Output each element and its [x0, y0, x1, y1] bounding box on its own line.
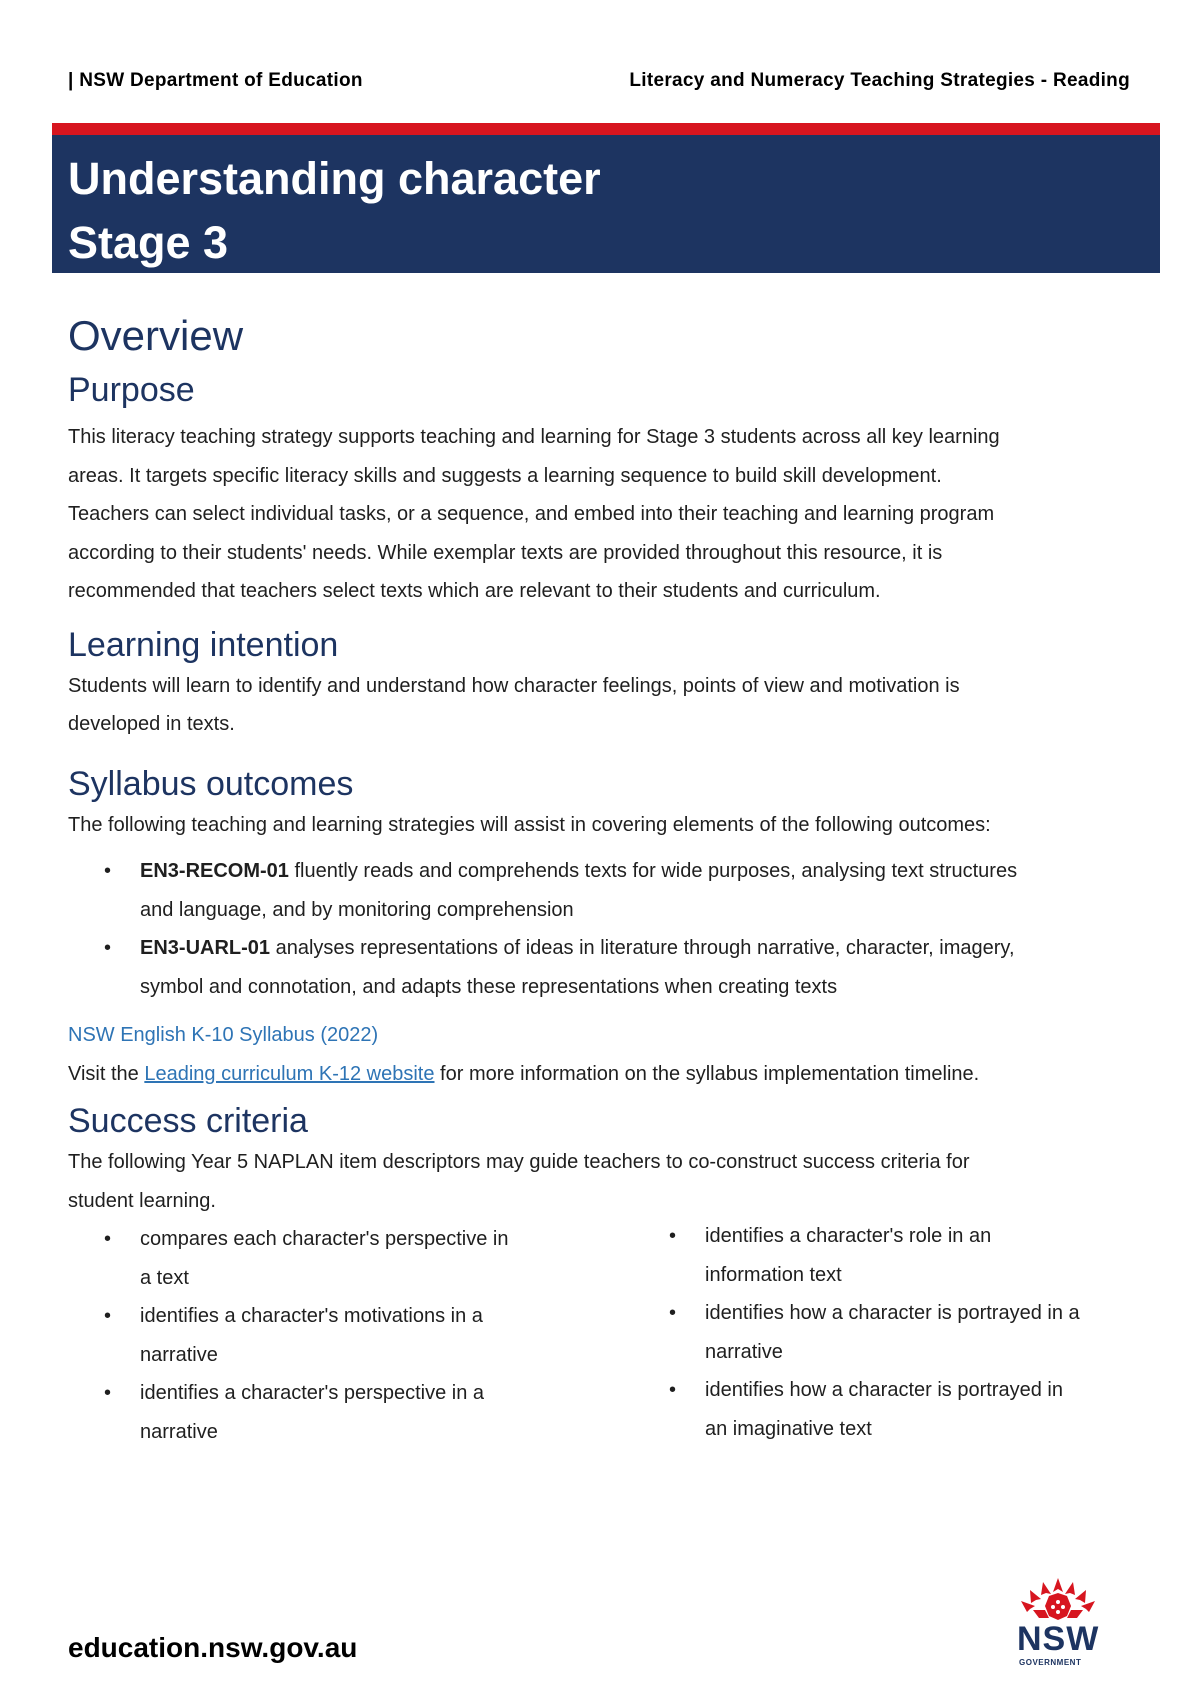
list-item [140, 1374, 620, 1451]
syllabus-outcomes-list [68, 852, 1133, 1006]
criterion-text: information text [705, 1263, 842, 1286]
purpose-heading: Purpose [68, 371, 195, 409]
nsw-logo-text: NSW [1017, 1620, 1100, 1658]
purpose-line: Teachers can select individual tasks, or a sequence, and embed into their teaching and learning program [68, 503, 995, 525]
criterion-text: a text [140, 1266, 189, 1289]
visit-prefix: Visit the [68, 1062, 145, 1085]
page-header [68, 70, 1130, 96]
learning-intention-line: Students will learn to identify and understand how character feelings, points of view and motivation is [68, 674, 960, 697]
criterion-text: identifies a character's motivations in a [140, 1305, 483, 1327]
purpose-line: This literacy teaching strategy supports teaching and learning for Stage 3 students across all key learning [68, 426, 1000, 448]
title-banner [52, 123, 1160, 273]
purpose-line: according to their students' needs. While exemplar texts are provided throughout this resource, it is [68, 541, 943, 564]
purpose-paragraph [68, 418, 1133, 611]
outcome-text: fluently reads and comprehends texts for wide purposes, analysing text structures [288, 860, 1018, 882]
page-title-line-1: Understanding character [68, 153, 601, 204]
criterion-text: compares each character's perspective in [140, 1228, 509, 1250]
outcome-code: EN3-RECOM-01 [140, 860, 289, 882]
list-item [705, 1294, 1200, 1371]
visit-suffix: for more information on the syllabus implementation timeline. [434, 1062, 980, 1085]
main-content [68, 300, 1133, 1460]
success-criteria-intro-line: The following Year 5 NAPLAN item descriptors may guide teachers to co-construct success criteria for [68, 1151, 970, 1173]
learning-intention-line: developed in texts. [68, 713, 235, 735]
criterion-text: narrative [705, 1340, 783, 1363]
learning-intention-heading: Learning intention [68, 625, 339, 664]
success-criteria-list-right [633, 1217, 1200, 1448]
outcome-text: analyses representations of ideas in literature through narrative, character, imagery, [270, 937, 1015, 959]
learning-intention-paragraph [68, 667, 1133, 744]
page-title-line-2: Stage 3 [68, 217, 229, 268]
nsw-government-logo [1013, 1574, 1103, 1679]
outcome-code: EN3-UARL-01 [140, 937, 271, 959]
header-document-series: Literacy and Numeracy Teaching Strategies - Reading [629, 70, 1130, 91]
list-item [140, 852, 1133, 929]
criterion-text: identifies a character's perspective in a [140, 1382, 484, 1404]
success-criteria-list-left [68, 1220, 620, 1451]
success-criteria-columns [68, 1220, 1133, 1460]
purpose-line: areas. It targets specific literacy skills and suggests a learning sequence to build skill development. [68, 464, 942, 487]
visit-sentence [68, 1055, 1133, 1094]
list-item [140, 1220, 620, 1297]
header-department: | NSW Department of Education [68, 70, 363, 91]
list-item [705, 1217, 1200, 1294]
success-criteria-heading: Success criteria [68, 1102, 308, 1140]
banner-red-bar [52, 123, 1160, 135]
leading-curriculum-link[interactable]: Leading curriculum K-12 website [144, 1062, 435, 1085]
criterion-text: narrative [140, 1343, 218, 1366]
success-criteria-intro [68, 1143, 1133, 1220]
syllabus-outcomes-heading: Syllabus outcomes [68, 764, 354, 803]
criterion-text: identifies a character's role in an [705, 1225, 992, 1247]
footer-url[interactable]: education.nsw.gov.au [68, 1632, 358, 1663]
page-title [68, 147, 601, 275]
outcome-text: and language, and by monitoring comprehension [140, 898, 574, 921]
outcome-text: symbol and connotation, and adapts these representations when creating texts [140, 975, 838, 998]
waratah-icon [1013, 1574, 1103, 1624]
overview-heading: Overview [68, 312, 244, 359]
list-item [705, 1371, 1200, 1448]
criterion-text: an imaginative text [705, 1417, 872, 1440]
criterion-text: identifies how a character is portrayed in a [705, 1302, 1080, 1324]
success-criteria-intro-line: student learning. [68, 1189, 216, 1212]
syllabus-link[interactable]: NSW English K-10 Syllabus (2022) [68, 1024, 379, 1046]
syllabus-outcomes-intro: The following teaching and learning strategies will assist in covering elements of the following outcomes: [68, 813, 991, 836]
government-logo-text: GOVERNMENT [1019, 1658, 1082, 1667]
list-item [140, 1297, 620, 1374]
criterion-text: identifies how a character is portrayed in [705, 1379, 1063, 1401]
purpose-line: recommended that teachers select texts which are relevant to their students and curriculum. [68, 580, 881, 602]
list-item [140, 929, 1133, 1006]
criterion-text: narrative [140, 1420, 218, 1443]
